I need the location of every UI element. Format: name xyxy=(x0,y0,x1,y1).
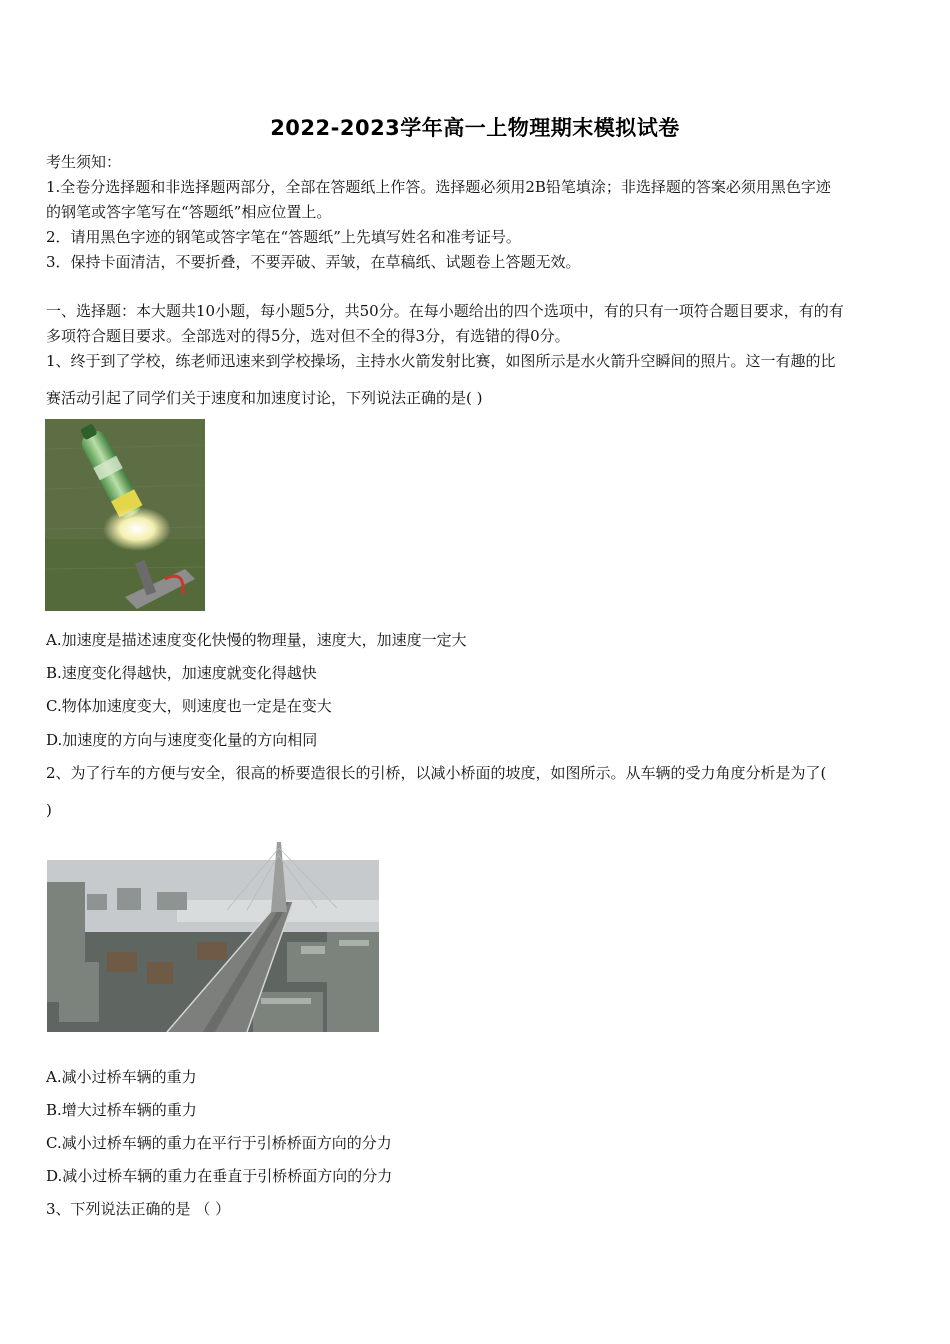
question-1-option-c: C.物体加速度变大，则速度也一定是在变大 xyxy=(46,697,332,715)
question-1-stem-line-2: 赛活动引起了同学们关于速度和加速度讨论，下列说法正确的是( ) xyxy=(46,389,483,407)
question-1-option-a: A.加速度是描述速度变化快慢的物理量，速度大，加速度一定大 xyxy=(46,631,467,649)
section-instructions-line-2: 多项符合题目要求。全部选对的得5分，选对但不全的得3分，有选错的得0分。 xyxy=(46,327,570,345)
notice-line-2: 的钢笔或答字笔写在“答题纸”相应位置上。 xyxy=(46,203,332,221)
question-2-option-c: C.减小过桥车辆的重力在平行于引桥桥面方向的分力 xyxy=(46,1134,392,1152)
bridge-illustration xyxy=(47,842,379,1032)
question-3-stem-line-1: 3、下列说法正确的是 （ ） xyxy=(46,1200,231,1218)
notice-line-4: 3．保持卡面清洁，不要折叠，不要弄破、弄皱，在草稿纸、试题卷上答题无效。 xyxy=(46,253,581,271)
notice-line-3: 2．请用黑色字迹的钢笔或答字笔在“答题纸”上先填写姓名和准考证号。 xyxy=(46,228,521,246)
water-rocket-photo xyxy=(45,419,205,611)
notice-heading: 考生须知： xyxy=(46,153,122,171)
question-2-option-a: A.减小过桥车辆的重力 xyxy=(46,1068,197,1086)
water-rocket-illustration xyxy=(45,419,205,611)
page-title: 2022-2023学年高一上物理期末模拟试卷 xyxy=(270,116,680,140)
notice-line-1: 1.全卷分选择题和非选择题两部分，全部在答题纸上作答。选择题必须用2B铅笔填涂；非选择题的答案必须用黑色字迹 xyxy=(46,178,831,196)
question-1-option-d: D.加速度的方向与速度变化量的方向相同 xyxy=(46,731,318,749)
question-1-option-b: B.速度变化得越快，加速度就变化得越快 xyxy=(46,664,317,682)
question-1-stem-line-1: 1、终于到了学校，练老师迅速来到学校操场，主持水火箭发射比赛，如图所示是水火箭升空瞬间的照片。这一有趣的比 xyxy=(46,352,836,370)
bridge-photo xyxy=(47,842,379,1032)
question-2-stem-line-1: 2、为了行车的方便与安全，很高的桥要造很长的引桥，以减小桥面的坡度，如图所示。从车辆的受力角度分析是为了( xyxy=(46,764,827,782)
question-2-option-b: B.增大过桥车辆的重力 xyxy=(46,1101,197,1119)
section-instructions-line-1: 一、选择题：本大题共10小题，每小题5分，共50分。在每小题给出的四个选项中，有的只有一项符合题目要求，有的有 xyxy=(46,302,844,320)
question-2-stem-line-2: ) xyxy=(46,801,52,819)
question-2-option-d: D.减小过桥车辆的重力在垂直于引桥桥面方向的分力 xyxy=(46,1167,393,1185)
